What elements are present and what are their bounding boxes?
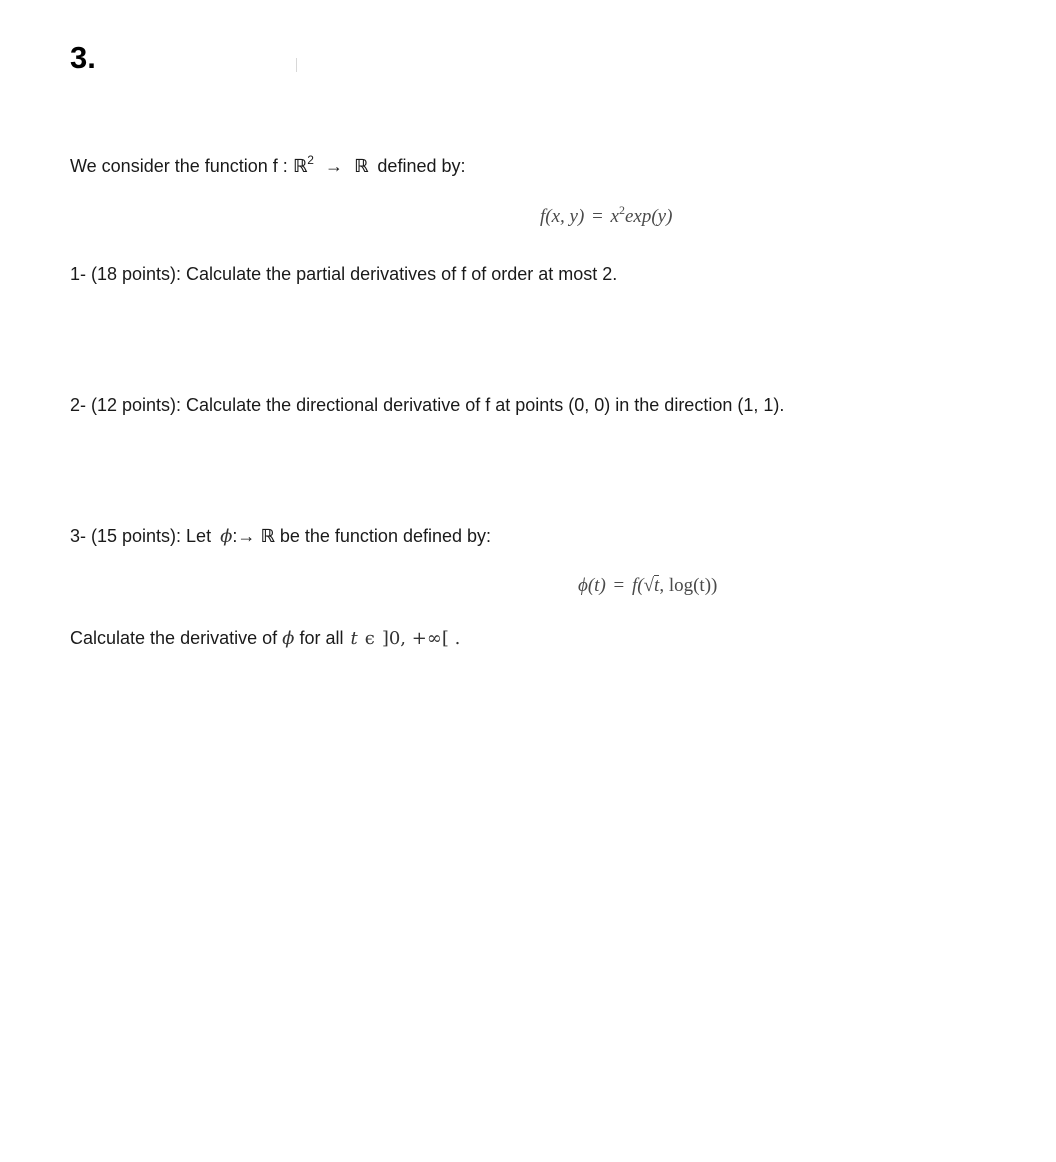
definition-formula — [540, 203, 673, 228]
q3-prefix: 3- (15 points): Let — [70, 526, 212, 546]
phi-lhs: ϕ(t) — [578, 575, 606, 596]
q3-suffix: be the function defined by: — [279, 526, 492, 546]
question-3 — [70, 526, 491, 547]
faint-mark — [296, 58, 297, 72]
question-1: 1- (18 points): Calculate the partial derivatives of f of order at most 2. — [70, 264, 618, 284]
phi-symbol: ϕ — [220, 526, 233, 547]
domain-exponent: 2 — [307, 153, 314, 167]
intro-suffix: defined by: — [377, 156, 466, 176]
colon-arrow: :→ — [232, 526, 256, 546]
final-prefix: Calculate the derivative of — [70, 628, 278, 648]
phi-formula — [578, 575, 717, 597]
question-2: 2- (12 points): Calculate the directional derivative of f at points (0, 0) in the direction (1, 1). — [70, 395, 785, 415]
question-number: 3. — [70, 40, 96, 75]
formula-rest: exp(y) — [624, 206, 673, 227]
final-middle: for all — [299, 628, 344, 648]
domain-symbol: ℝ — [292, 156, 308, 177]
codomain-symbol-q3: ℝ — [260, 526, 275, 547]
phi-f-open: f( — [632, 575, 644, 596]
final-question — [70, 628, 460, 649]
variable-t: t — [350, 628, 358, 649]
formula-equals: = — [592, 206, 603, 227]
phi-rest: , log(t)) — [659, 575, 718, 596]
codomain-symbol: ℝ — [353, 156, 369, 177]
element-of-symbol: ϵ — [364, 628, 375, 649]
formula-base: x — [610, 206, 619, 227]
phi-equals: = — [613, 575, 625, 596]
formula-lhs: f(x, y) — [540, 206, 585, 227]
sqrt-symbol: √ — [643, 575, 655, 596]
sqrt-argument: t — [654, 575, 660, 596]
arrow-symbol: → — [324, 156, 343, 176]
formula-exponent: 2 — [618, 203, 625, 217]
intro-sentence — [70, 153, 466, 177]
intro-prefix: We consider the function f : — [70, 156, 288, 176]
phi-symbol-final: ϕ — [282, 628, 295, 649]
interval: ]0, +∞[ . — [381, 628, 461, 649]
